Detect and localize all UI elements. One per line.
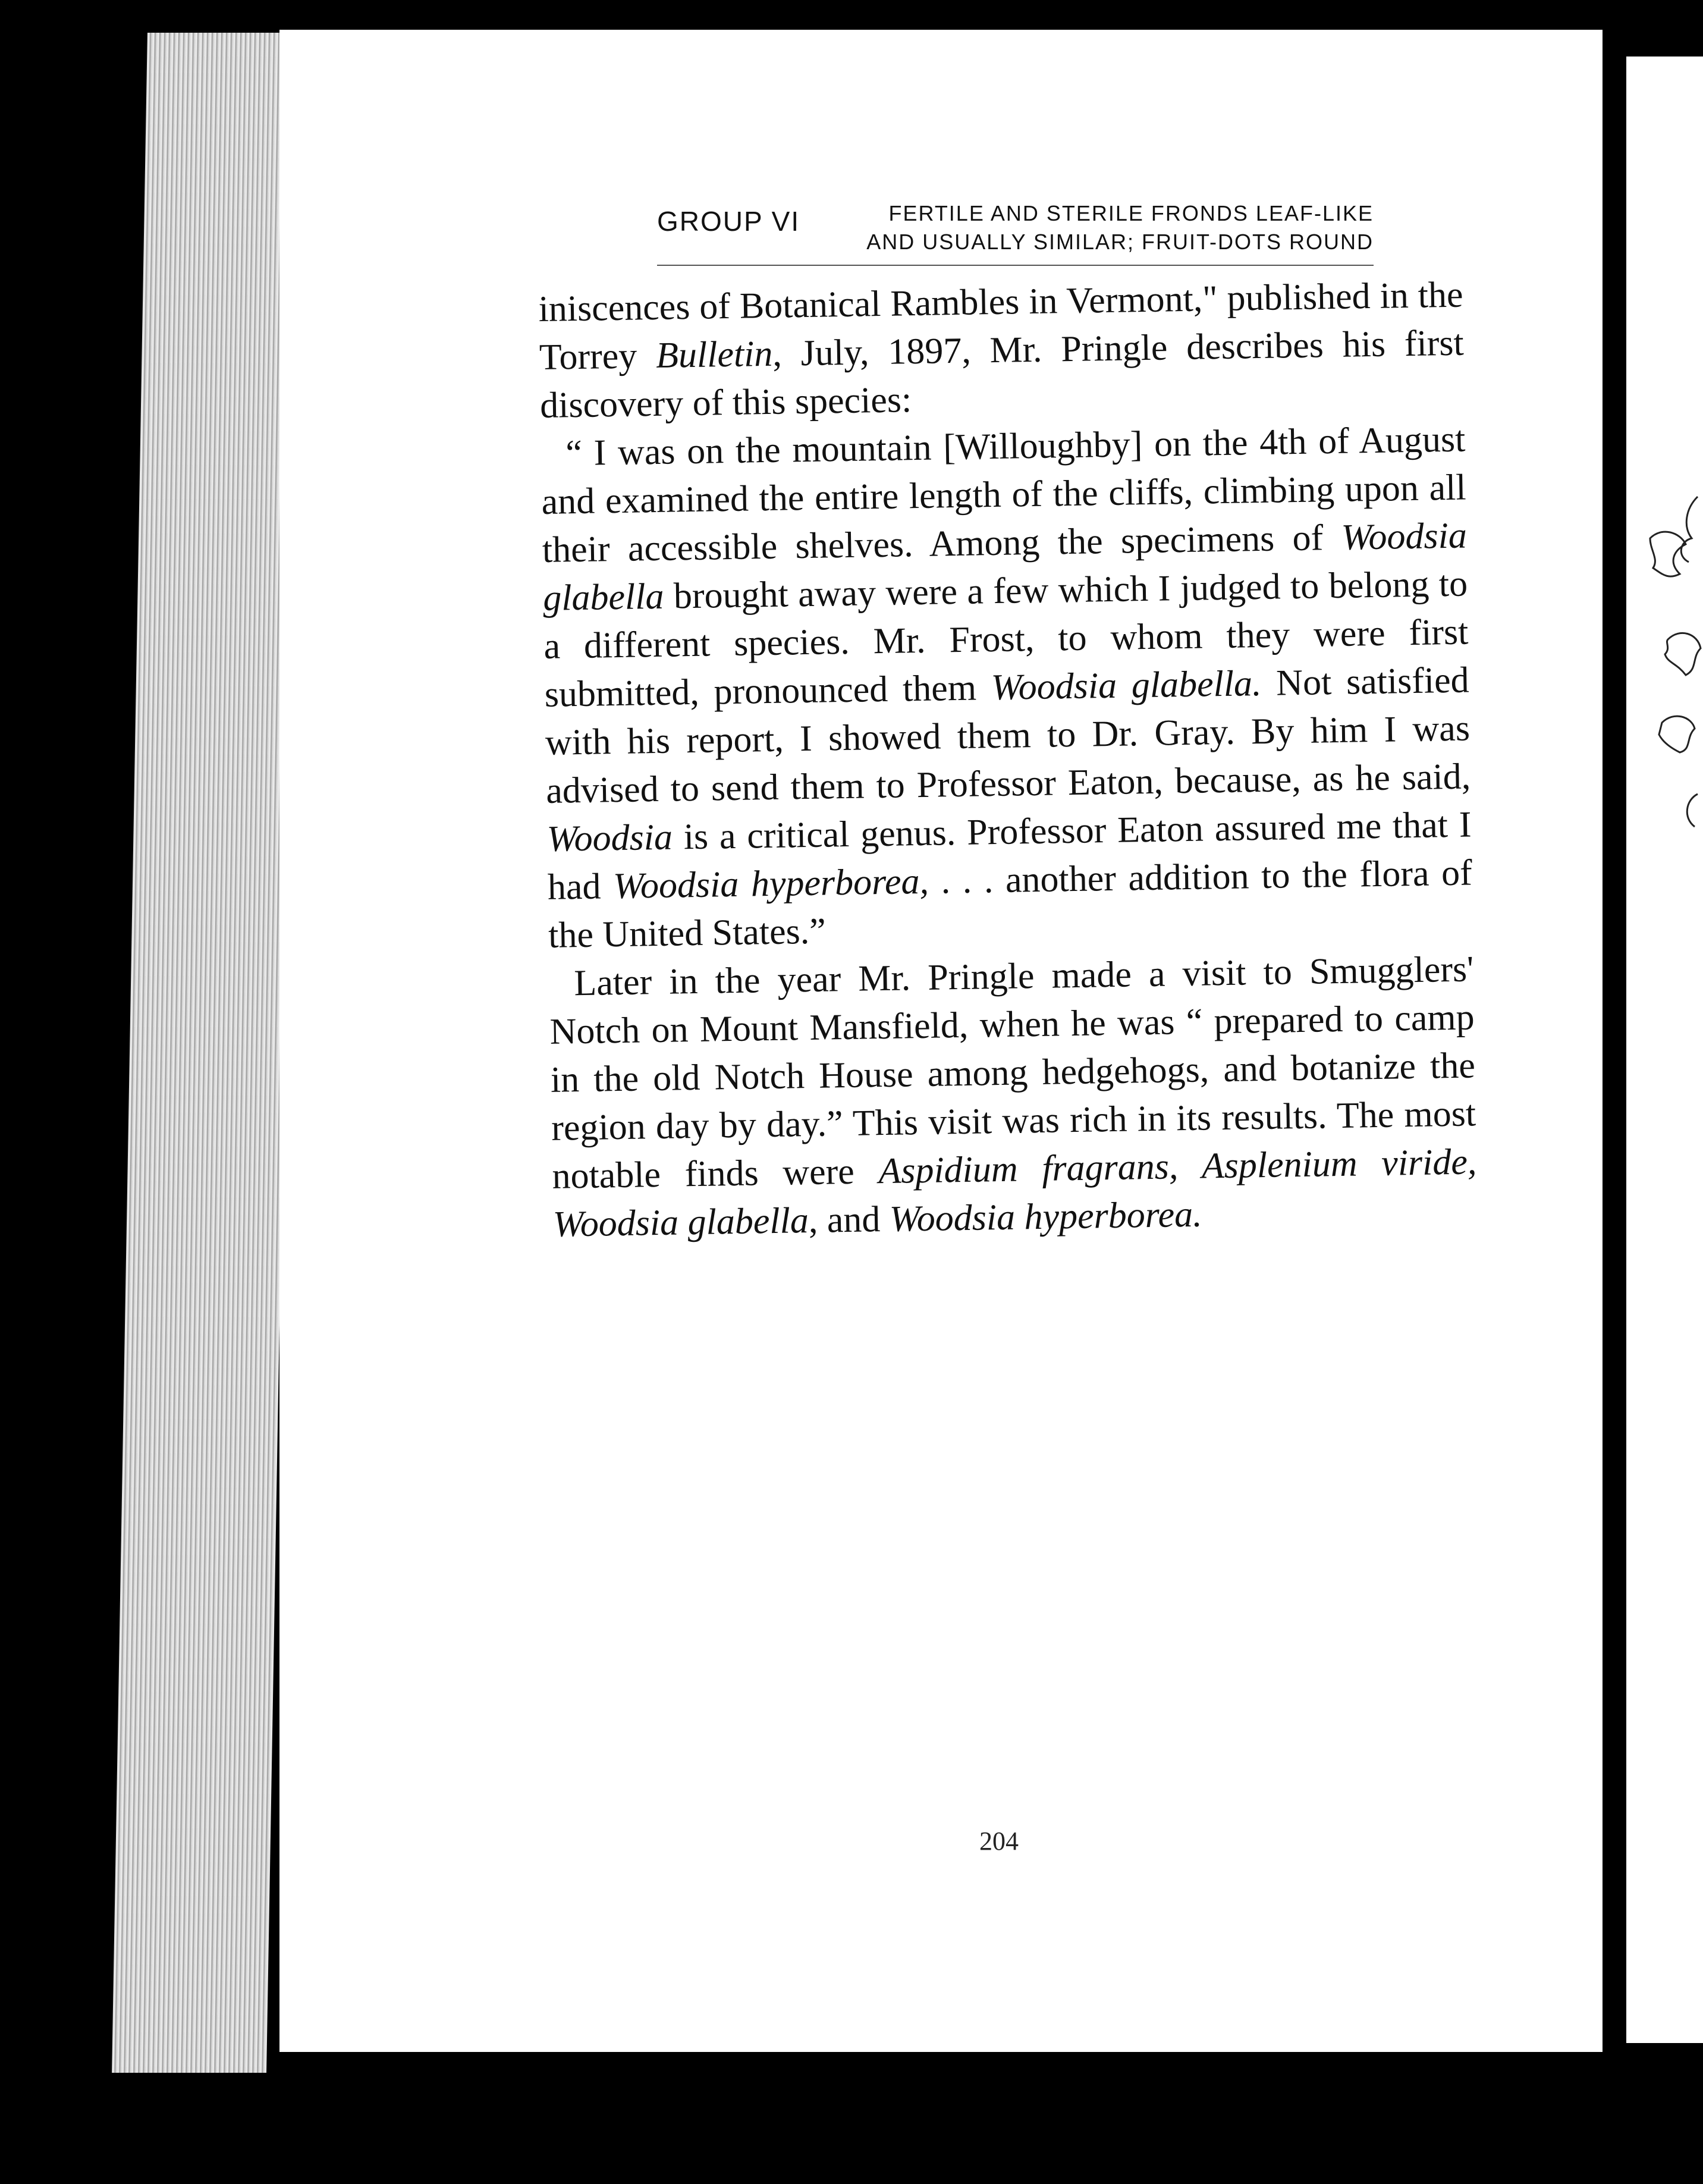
text-run: iniscences of Botanical Rambles in Vermont," published in the Torrey [538, 274, 1463, 378]
text-run: brought away were a few which I judged to belong to a different species. Mr. Frost, to whom they were first submitted, pronounced them [543, 563, 1469, 715]
page-number: 204 [979, 1827, 1019, 1856]
book-page-edges [112, 33, 302, 2073]
text-run: is a critical genus. Professor Eaton assured me that I had [547, 804, 1472, 908]
text-run: “ I was on the mountain [Willoughby] on the 4th of August and examined the entire length of the cliffs, climbing upon all their accessible shelves. Among the specimens of [541, 419, 1467, 570]
italic-text: Bulletin [655, 333, 773, 376]
italic-text: Woodsia [546, 817, 673, 859]
group-description-line-1: FERTILE AND STERILE FRONDS LEAF-LIKE [888, 201, 1374, 225]
text-run: Not satisfied with his report, I showed them to Dr. Gray. By him I was advised to send them to Professor Eaton, because, as he said, [545, 660, 1471, 811]
italic-text: Aspidium fragrans, Asplenium viride, Woodsia glabella [552, 1141, 1477, 1245]
group-description-line-2: AND USUALLY SIMILAR; FRUIT-DOTS ROUND [866, 230, 1374, 254]
italic-text: Woodsia hyperborea. [889, 1194, 1203, 1240]
text-run: Later in the year Mr. Pringle made a visit to Smugglers' Notch on Mount Mansfield, when he was “ prepared to camp in the old Notch House among hedgehogs, and botanize the region day by day.” This visit was rich in its results. The most notable finds were [549, 949, 1476, 1197]
italic-text: Woodsia glabella [542, 515, 1468, 619]
gutter-shadow [1603, 57, 1626, 2049]
text-run: . . . another addition to the flora of the United States.” [548, 852, 1473, 956]
italic-text: Woodsia hyperborea, [612, 861, 929, 907]
paragraph [541, 416, 1473, 960]
facing-page-edge [1626, 57, 1703, 2043]
italic-text: Woodsia glabella. [991, 663, 1262, 708]
group-description [841, 199, 1374, 256]
paragraph [549, 945, 1478, 1248]
text-run: , July, 1897, Mr. Pringle describes his first discovery of this species: [539, 322, 1465, 426]
body-text [538, 271, 1478, 1249]
group-label: GROUP VI [657, 206, 800, 237]
running-head [657, 199, 1374, 266]
text-run: , and [808, 1198, 890, 1241]
paragraph [538, 271, 1465, 430]
fern-illustration-icon [1626, 485, 1703, 925]
